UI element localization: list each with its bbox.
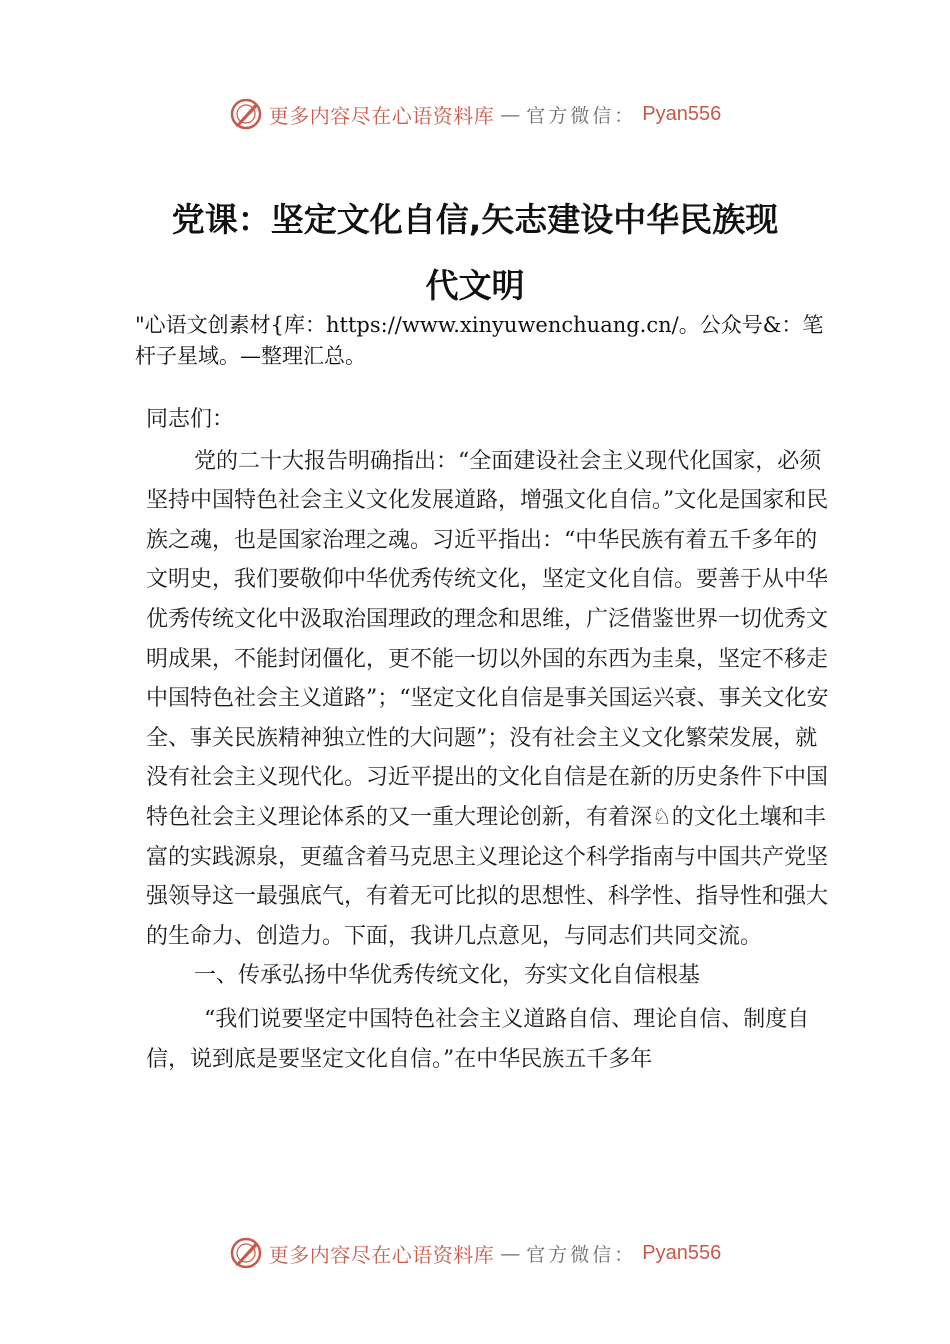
document-title-line-1: 党课：坚定文化自信,矢志建设中华民族现 <box>171 200 779 239</box>
footer-watermark <box>0 1231 950 1275</box>
body-paragraph: 党的二十大报告明确指出：“全面建设社会主义现代化国家，必须坚持中国特色社会主义文化发展道路，增强文化自信。”文化是国家和民族之魂，也是国家治理之魂。习近平指出：“中华民族有着五千多年的文明史，我们要敬仰中华优秀传统文化，坚定文化自信。要善于从中华优秀传统文化中汲取治国理政的理念和思维，广泛借鉴世界一切优秀文明成果，不能封闭僵化，更不能一切以外国的东西为圭臬，坚定不移走中国特色社会主义道路”；“坚定文化自信是事关国运兴衰、事关文化安全、事关民族精神独立性的大问题”；没有社会主义文化繁荣发展，就没有社会主义现代化。习近平提出的文化自信是在新的历史条件下中国特色社会主义理论体系的又一重大理论创新，有着深♘的文化土壤和丰富的实践源泉，更蕴含着马克思主义理论这个科学指南与中国共产党坚强领导这一最强底气，有着无可比拟的思想性、科学性、指导性和强大的生命力、创造力。下面，我讲几点意见，与同志们共同交流。 <box>146 448 829 949</box>
document-title-line-2: 代文明 <box>425 266 525 305</box>
watermark-account: Pyan556 <box>642 1241 722 1264</box>
watermark-dash: — <box>500 102 521 126</box>
source-note: "心语文创素材{库：https://www.xinyuwenchuang.cn/。公众号&：笔杆子星域。—整理汇总。 <box>135 313 824 368</box>
header-watermark <box>0 92 950 136</box>
greeting: 同志们： <box>146 407 235 432</box>
watermark-wechat-label: 官方微信： <box>526 104 637 127</box>
document-body <box>146 400 836 1079</box>
section-paragraph: “我们说要坚定中国特色社会主义道路自信、理论自信、制度自信，说到底是要坚定文化自信。”在中华民族五千多年 <box>146 1006 810 1072</box>
section-heading: 一、传承弘扬中华优秀传统文化，夯实文化自信根基 <box>194 963 701 989</box>
watermark-account: Pyan556 <box>642 102 722 125</box>
watermark-main-text: 更多内容尽在心语资料库 <box>268 1242 495 1267</box>
quill-seal-logo-icon <box>229 97 263 131</box>
watermark-wechat-label: 官方微信： <box>526 1243 637 1266</box>
quill-seal-logo-icon <box>229 1236 263 1270</box>
watermark-main-text: 更多内容尽在心语资料库 <box>268 103 495 128</box>
watermark-dash: — <box>500 1241 521 1265</box>
